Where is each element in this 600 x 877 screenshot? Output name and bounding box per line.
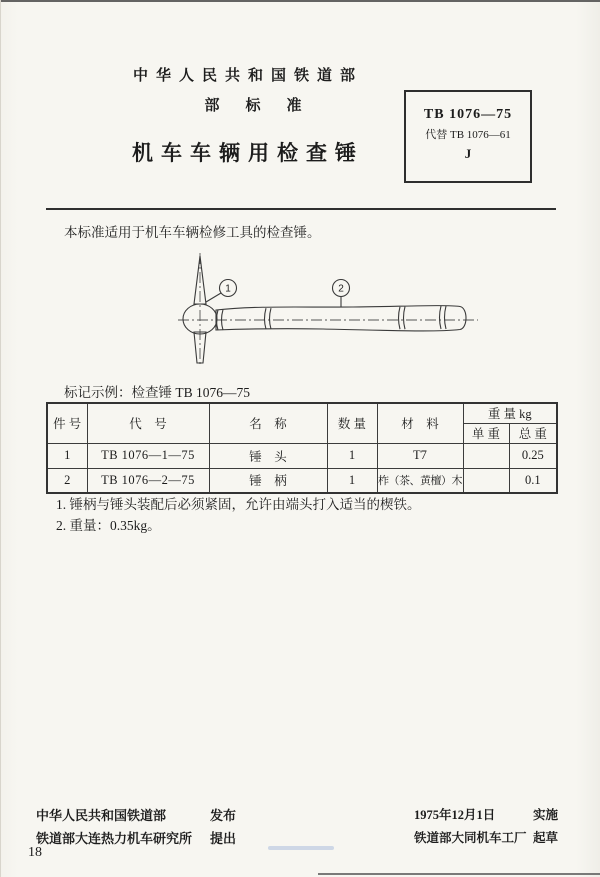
footer-draft-line (414, 827, 558, 850)
footer-implement-line (414, 804, 558, 827)
footer-implement-action: 实施 (532, 808, 558, 822)
col-header-weight: 重 量 kg (463, 403, 557, 423)
note-2: 2. 重量：0.35kg。 (56, 518, 161, 533)
cell-code: TB 1076—1—75 (87, 443, 209, 468)
cell-material: 柞（茶、黄檀）木 (377, 468, 463, 493)
scan-bottom-edge-line (318, 873, 600, 875)
footer-publisher: 中华人民共和国铁道部 (36, 808, 167, 823)
scan-top-edge-line (0, 0, 600, 2)
standard-replaces: 代替 TB 1076—61 (425, 129, 511, 141)
scope-paragraph: 本标准适用于机车车辆检修工具的检查锤。 (64, 225, 321, 240)
callout-1 (206, 280, 237, 303)
cell-unit-weight (463, 443, 509, 468)
marking-example: 标记示例：检查锤 TB 1076—75 (64, 385, 251, 400)
footer-draft-action: 起草 (532, 831, 558, 845)
callout-2 (333, 280, 350, 308)
standard-class-mark: J (464, 146, 472, 161)
hammer-drawing (148, 250, 488, 375)
callout-1-number: 1 (225, 283, 231, 295)
footer-drafter: 铁道部大同机车工厂 (414, 831, 527, 845)
standard-code: TB 1076—75 (423, 107, 513, 122)
scan-left-edge-line (0, 0, 1, 877)
cell-material: T7 (377, 443, 463, 468)
cell-name: 锤 头 (209, 443, 327, 468)
table-row (47, 468, 557, 493)
footer-implement-date: 1975年12月1日 (414, 808, 496, 822)
header-divider-rule (46, 208, 556, 210)
issuing-org: 中华人民共和国铁道部 (132, 68, 363, 84)
footer-left-block (36, 804, 236, 850)
cell-part-no: 2 (47, 468, 87, 493)
page-number: 18 (28, 845, 42, 860)
footer-proposer: 铁道部大连热力机车研究所 (36, 831, 193, 846)
parts-table (46, 402, 558, 494)
col-header-name: 名 称 (209, 403, 327, 443)
page-title: 机车车辆用检查锤 (132, 141, 364, 165)
cell-total-weight: 0.1 (509, 468, 557, 493)
footer-propose-line (36, 827, 236, 850)
cell-unit-weight (463, 468, 509, 493)
col-header-code: 代 号 (87, 403, 209, 443)
cell-qty: 1 (327, 468, 377, 493)
col-header-material: 材 料 (377, 403, 463, 443)
table-row (47, 443, 557, 468)
callout-2-number: 2 (338, 283, 344, 295)
col-header-qty: 数 量 (327, 403, 377, 443)
standard-number-box (404, 90, 532, 183)
col-header-total-weight: 总 重 (509, 423, 557, 443)
notes-list (56, 494, 421, 536)
cell-qty: 1 (327, 443, 377, 468)
footer-publish-action: 发布 (209, 808, 236, 823)
footer-propose-action: 提出 (209, 831, 236, 846)
footer-right-block (414, 804, 558, 850)
hammer-handle (216, 306, 466, 331)
footer-publish-line (36, 804, 236, 827)
standard-type: 部标准 (204, 98, 328, 114)
cell-code: TB 1076—2—75 (87, 468, 209, 493)
col-header-unit-weight: 单 重 (463, 423, 509, 443)
watermark-smudge (268, 846, 334, 850)
col-header-part-no: 件 号 (47, 403, 87, 443)
note-1: 1. 锤柄与锤头装配后必须紧固，允许由端头打入适当的楔铁。 (56, 497, 421, 512)
cell-name: 锤 柄 (209, 468, 327, 493)
handle-section-lines (217, 306, 447, 330)
cell-part-no: 1 (47, 443, 87, 468)
cell-total-weight: 0.25 (509, 443, 557, 468)
